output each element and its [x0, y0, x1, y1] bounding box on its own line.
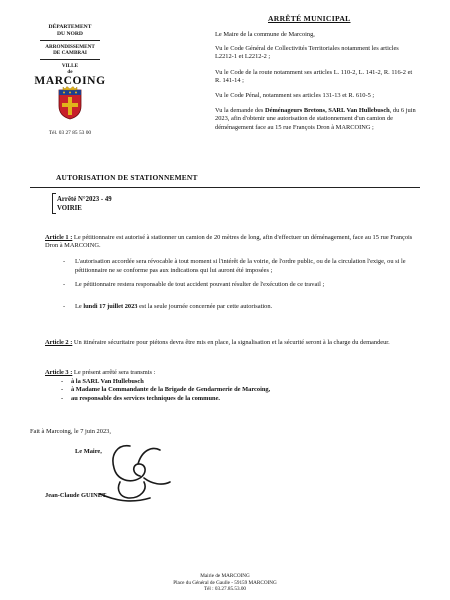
company-name: Déménageurs Bretons, SARL Van Hullebusch: [265, 107, 390, 115]
document-title: ARRÊTÉ MUNICIPAL: [268, 14, 351, 23]
article-1-text: Article 1 : Le pétitionnaire est autorisé à stationner un camion de 20 mètres de long, afin d'effectuer un déménagement, face au 15 rue François Dron à MARCOING.: [45, 234, 413, 250]
arrondissement-name: ARRONDISSEMENT DE CAMBRAI: [45, 44, 95, 56]
mayor-intro: Le Maire de la commune de Marcoing,: [215, 31, 315, 38]
list-item: - à la SARL Van Hullebusch: [61, 378, 144, 386]
authorization-title: AUTORISATION DE STATIONNEMENT: [56, 173, 198, 182]
list-item: - à Madame la Commandante de la Brigade de Gendarmerie de Marcoing,: [61, 386, 271, 394]
coat-of-arms-icon: [56, 86, 84, 120]
article-1-label: Article 1 :: [45, 234, 73, 241]
footer-line: Mairie de MARCOING: [200, 573, 250, 579]
authorization-rule: [30, 187, 420, 188]
ville-label: VILLE de: [61, 63, 79, 75]
decree-category: VOIRIE: [57, 205, 82, 212]
article-3-label: Article 3 :: [45, 369, 73, 376]
town-name: MARCOING: [34, 75, 106, 87]
list-item: - Le pétitionnaire restera responsable de tout accident pouvant résulter de l'exécution de ce travail ;: [63, 280, 325, 288]
authorization-box-left: [52, 193, 53, 213]
list-item: - L'autorisation accordée sera révocable à tout moment si l'intérêt de la voirie, de l'ordre public, ou de la circulation l'exige, ou si le pétitionnaire ne se conforme pas aux indications qui lui auront été imposées ;: [63, 258, 406, 274]
authorized-date: lundi 17 juillet 2023: [83, 303, 138, 311]
town-phone: Tél. 03 27 85 53 00: [48, 130, 92, 136]
legal-reference: Vu le Code Pénal, notamment ses articles 131-13 et R. 610-5 ;: [215, 92, 375, 100]
request-reference: Vu la demande des Déménageurs Bretons, SARL Van Hullebusch, du 6 juin 2023, afin d'obtenir une autorisation de stationnement d'un camion de déménagement face au 15 rue François Dron à MARCOING ;: [215, 107, 416, 131]
recipient-list: [61, 378, 413, 403]
decree-number: Arrêté N°2023 - 49: [57, 196, 112, 203]
authorization-box-top: [52, 193, 56, 194]
legal-reference: Vu le Code Général de Collectivités Territoriales notamment les articles L2212-1 et L2212-2 ;: [215, 45, 399, 61]
article-3-text: Article 3 : Le présent arrêté sera transmis :: [45, 369, 156, 376]
department-name: DÉPARTEMENT DU NORD: [48, 24, 92, 37]
letterhead: [34, 24, 106, 88]
article-1: [45, 234, 413, 316]
footer-line: Place du Général de Gaulle - 59159 MARCOING: [173, 579, 277, 586]
authorization-box-bottom: [52, 213, 56, 214]
article-2: Article 2 : Un itinéraire sécuritaire pour piétons devra être mis en place, la signalisation et la sécurité seront à la charge du demandeur.: [45, 339, 390, 346]
list-item: - au responsable des services techniques de la commune.: [61, 394, 220, 402]
place-and-date: Fait à Marcoing, le 7 juin 2023,: [30, 428, 111, 435]
footer: [125, 573, 325, 593]
signatory-title: Le Maire,: [75, 448, 102, 455]
legal-reference: Vu le Code de la route notamment ses articles L. 110-2, L. 141-2, R. 116-2 et R. 141-14 ;: [215, 68, 413, 84]
footer-line: Tél : 03.27.85.53.00: [203, 586, 247, 593]
letterhead-divider: [40, 40, 100, 41]
signatory-name: Jean-Claude GUINET.: [45, 492, 108, 499]
article-2-label: Article 2 :: [45, 339, 73, 346]
preamble: [215, 31, 417, 132]
article-3: [45, 369, 413, 403]
list-item: - Le lundi 17 juillet 2023 est la seule journée concernée par cette autorisation.: [63, 303, 273, 311]
article-1-conditions: [63, 258, 413, 311]
letterhead-divider: [40, 59, 100, 60]
